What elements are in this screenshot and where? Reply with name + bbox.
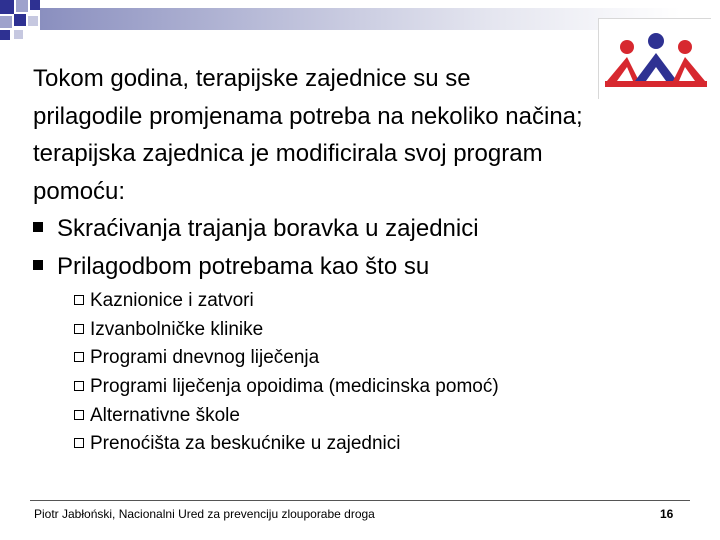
- bullet-text: Skraćivanja trajanja boravka u zajednici: [57, 215, 479, 243]
- list-item-text: Programi liječenja opoidima (medicinska pomoć): [90, 376, 499, 398]
- slide-body: [33, 60, 693, 286]
- list-item: [74, 402, 674, 431]
- intro-line: prilagodile promjenama potreba na nekoliko načina;: [33, 102, 583, 130]
- sub-bullet-list: [74, 287, 674, 459]
- checkbox-bullet-icon: [74, 381, 84, 391]
- list-item-text: Programi dnevnog liječenja: [90, 347, 320, 369]
- list-item: [74, 316, 674, 345]
- checkbox-bullet-icon: [74, 295, 84, 305]
- checkbox-bullet-icon: [74, 324, 84, 334]
- footer-author: Piotr Jabłoński, Nacionalni Ured za prevenciju zlouporabe droga: [34, 507, 375, 521]
- list-item-text: Prenoćišta za beskućnike u zajednici: [90, 433, 401, 455]
- list-item: [74, 373, 674, 402]
- square-bullet-icon: [33, 222, 43, 232]
- header-gradient-bar: [40, 8, 680, 30]
- list-item: [74, 344, 674, 373]
- bullet-item: [33, 248, 693, 286]
- intro-line: terapijska zajednica je modificirala svoj program: [33, 140, 543, 168]
- square-bullet-icon: [33, 260, 43, 270]
- bullet-text: Prilagodbom potrebama kao što su: [57, 252, 430, 280]
- checkbox-bullet-icon: [74, 352, 84, 362]
- list-item: [74, 287, 674, 316]
- footer-divider: [30, 500, 690, 501]
- intro-line: pomoću:: [33, 177, 126, 205]
- intro-line: Tokom godina, terapijske zajednice su se: [33, 65, 471, 92]
- list-item: [74, 430, 674, 459]
- page-number: 16: [660, 507, 674, 521]
- checkbox-bullet-icon: [74, 438, 84, 448]
- list-item-text: Izvanbolničke klinike: [90, 318, 264, 340]
- checkbox-bullet-icon: [74, 410, 84, 420]
- bullet-item: [33, 210, 693, 248]
- list-item-text: Kaznionice i zatvori: [90, 290, 254, 311]
- list-item-text: Alternativne škole: [90, 404, 240, 426]
